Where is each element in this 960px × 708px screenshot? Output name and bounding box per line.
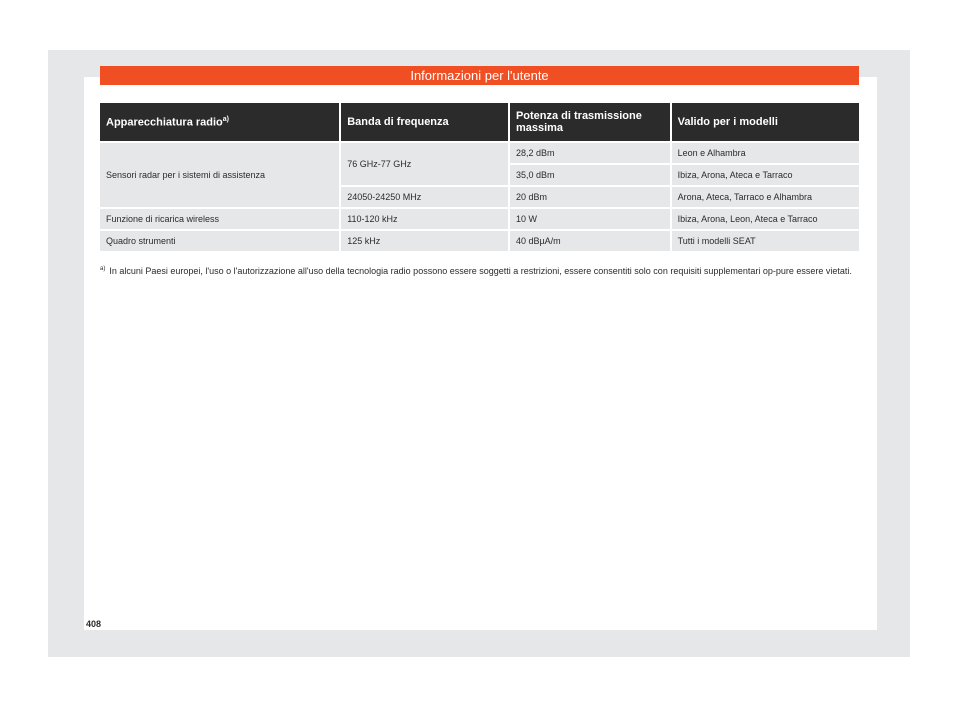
cell-models: Leon e Alhambra [672,143,859,163]
cell-device: Quadro strumenti [100,231,341,251]
cell-models: Tutti i modelli SEAT [672,231,859,251]
footnote [100,263,859,277]
header-radio-equipment [100,103,341,141]
table-header-row [100,103,859,141]
cell-band: 24050-24250 MHz [341,187,510,207]
footnote-text: In alcuni Paesi europei, l'uso o l'autorizzazione all'uso della tecnologia radio possono essere soggetti a restrizioni, essere consentiti solo con requisiti supplementari op-pure essere vietati. [109,266,852,276]
header-valid-models: Valido per i modelli [672,103,859,141]
cell-models: Arona, Ateca, Tarraco e Alhambra [672,187,859,207]
table-row [100,231,859,251]
header-frequency-band: Banda di frequenza [341,103,510,141]
cell-band: 110-120 kHz [341,209,510,229]
section-title: Informazioni per l'utente [100,66,859,85]
cell-power: 10 W [510,209,672,229]
cell-power: 35,0 dBm [510,165,672,185]
cell-band: 76 GHz-77 GHz [341,143,510,185]
cell-band: 125 kHz [341,231,510,251]
header-max-power: Potenza di trasmissione massima [510,103,672,141]
cell-models: Ibiza, Arona, Leon, Ateca e Tarraco [672,209,859,229]
page-number: 408 [86,619,102,629]
cell-power: 20 dBm [510,187,672,207]
radio-equipment-table [100,101,859,253]
footnote-marker: a) [222,115,229,123]
cell-power: 28,2 dBm [510,143,672,163]
cell-power: 40 dBµA/m [510,231,672,251]
table-row [100,209,859,229]
cell-device: Funzione di ricarica wireless [100,209,341,229]
table-row [100,143,859,163]
cell-device: Sensori radar per i sistemi di assistenza [100,143,341,207]
footnote-marker: a) [100,266,106,272]
cell-models: Ibiza, Arona, Ateca e Tarraco [672,165,859,185]
header-label: Apparecchiatura radio [106,116,223,129]
